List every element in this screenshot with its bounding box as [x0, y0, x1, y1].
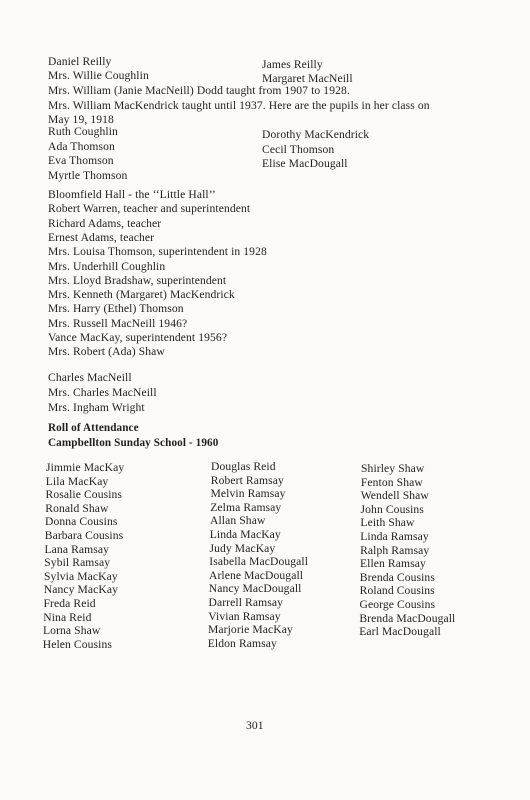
header-name-left: Mrs. Willie Coughlin: [48, 69, 149, 82]
roll-name-col1: Freda Reid: [43, 597, 96, 610]
roll-name-col1: Rosalie Cousins: [45, 488, 123, 502]
pupil-name-left: Eva Thomson: [48, 154, 114, 167]
paragraph-line: Mrs. William (Janie MacNeill) Dodd taught from 1907 to 1928.: [48, 84, 350, 97]
roll-name-col2: Eldon Ramsay: [207, 636, 277, 650]
hall-line: Mrs. Robert (Ada) Shaw: [48, 345, 165, 359]
roll-name-col1: Nina Reid: [43, 610, 92, 624]
roll-name-col2: Vivian Ramsay: [208, 609, 281, 623]
roll-name-col1: Barbara Cousins: [44, 529, 124, 542]
header-name-left: Daniel Reilly: [48, 55, 112, 68]
roll-name-col3: Brenda MacDougall: [359, 611, 456, 625]
hall-line: Mrs. Underhill Coughlin: [48, 259, 166, 273]
roll-name-col1: Sybil Ramsay: [44, 556, 111, 570]
roll-name-col3: Fenton Shaw: [360, 475, 423, 489]
hall-line: Mrs. Lloyd Bradshaw, superintendent: [48, 273, 227, 287]
roll-name-col3: John Cousins: [360, 502, 424, 516]
hall-line: Bloomfield Hall - the ‘‘Little Hall’’: [48, 188, 216, 201]
roll-name-col3: Leith Shaw: [360, 516, 415, 530]
roll-name-col3: Ralph Ramsay: [360, 543, 430, 557]
roll-name-col2: Melvin Ramsay: [210, 487, 286, 501]
roll-name-col2: Arlene MacDougall: [209, 568, 304, 582]
roll-name-col1: Ronald Shaw: [45, 501, 109, 515]
roll-name-col3: Roland Cousins: [359, 584, 435, 598]
header-name-right: James Reilly: [262, 58, 323, 71]
roll-name-col2: Allan Shaw: [210, 514, 266, 528]
pupil-name-right: Elise MacDougall: [262, 157, 348, 170]
roll-name-col2: Isabella MacDougall: [209, 555, 309, 569]
roll-name-col2: Robert Ramsay: [210, 473, 284, 487]
roll-name-col3: George Cousins: [359, 598, 436, 611]
hall-line: Mrs. Russell MacNeill 1946?: [48, 316, 188, 330]
pupil-name-left: Myrtle Thomson: [48, 168, 128, 182]
hall-line: Mrs. Louisa Thomson, superintendent in 1928: [48, 245, 267, 259]
page-number: 301: [246, 719, 264, 732]
roll-name-col3: Wendell Shaw: [360, 489, 429, 503]
roll-name-col2: Zelma Ramsay: [210, 500, 282, 514]
roll-name-col3: Ellen Ramsay: [359, 557, 426, 571]
pupil-name-left: Ruth Coughlin: [48, 125, 118, 138]
paragraph-line: May 19, 1918: [48, 113, 114, 126]
other-name: Mrs. Ingham Wright: [48, 401, 145, 414]
header-name-right: Margaret MacNeill: [262, 72, 353, 85]
roll-name-col1: Helen Cousins: [42, 637, 112, 651]
other-name: Mrs. Charles MacNeill: [48, 386, 157, 399]
roll-name-col2: Darrell Ramsay: [208, 596, 283, 609]
roll-name-col1: Jimmie MacKay: [46, 461, 125, 474]
pupil-name-right: Cecil Thomson: [262, 142, 335, 156]
roll-name-col2: Judy MacKay: [209, 541, 276, 555]
paragraph-line: Mrs. William MacKendrick taught until 1937. Here are the pupils in her class on: [48, 98, 430, 112]
roll-name-col1: Nancy MacKay: [43, 583, 119, 597]
pupil-name-right: Dorothy MacKendrick: [262, 128, 370, 141]
roll-heading: Roll of Attendance: [48, 422, 139, 434]
roll-name-col3: Shirley Shaw: [361, 462, 425, 475]
roll-subheading: Campbellton Sunday School - 1960: [48, 437, 219, 449]
other-name: Charles MacNeill: [48, 371, 132, 384]
hall-line: Robert Warren, teacher and superintendent: [48, 202, 251, 216]
pupil-name-left: Ada Thomson: [48, 139, 115, 153]
hall-line: Vance MacKay, superintendent 1956?: [48, 331, 228, 344]
roll-name-col3: Earl MacDougall: [359, 625, 441, 639]
roll-name-col1: Donna Cousins: [45, 515, 118, 529]
roll-name-col1: Lorna Shaw: [43, 624, 101, 638]
roll-name-col2: Nancy MacDougall: [208, 582, 302, 596]
roll-name-col1: Lila MacKay: [45, 474, 109, 488]
roll-name-col1: Sylvia MacKay: [44, 569, 118, 583]
hall-line: Richard Adams, teacher: [48, 216, 162, 230]
roll-name-col3: Linda Ramsay: [360, 530, 429, 543]
roll-name-col2: Linda MacKay: [209, 528, 281, 541]
hall-line: Mrs. Harry (Ethel) Thomson: [48, 302, 184, 316]
hall-line: Ernest Adams, teacher: [48, 230, 155, 244]
roll-name-col2: Marjorie MacKay: [208, 623, 293, 637]
roll-name-col1: Lana Ramsay: [44, 542, 110, 556]
roll-name-col2: Douglas Reid: [211, 460, 276, 473]
hall-line: Mrs. Kenneth (Margaret) MacKendrick: [48, 288, 235, 302]
roll-name-col3: Brenda Cousins: [359, 570, 435, 584]
